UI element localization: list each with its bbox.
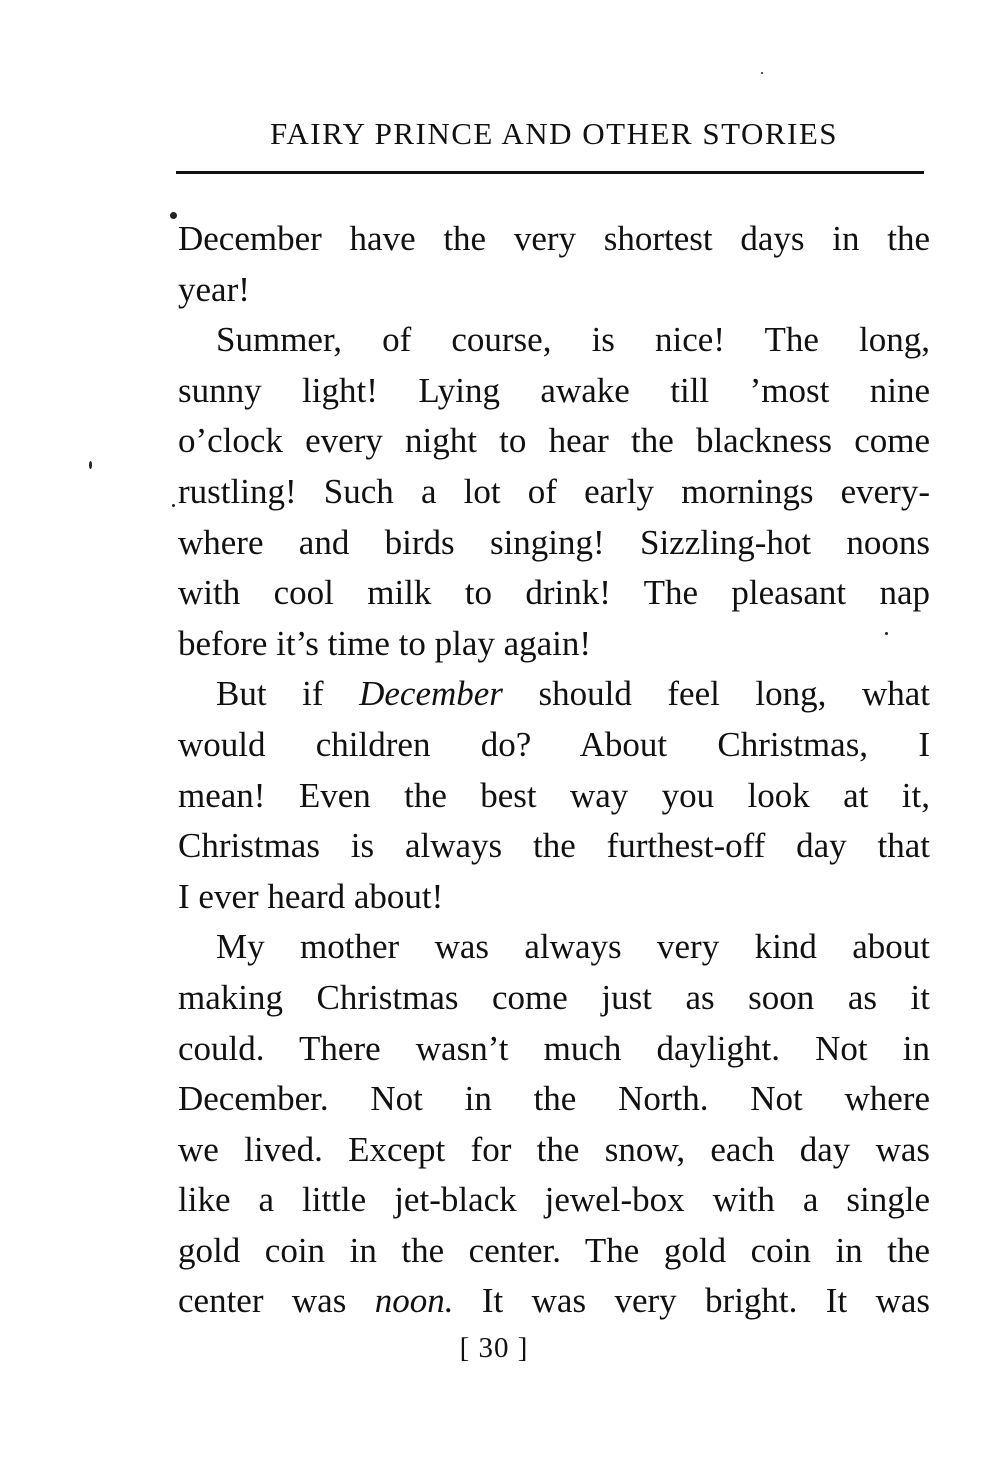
scan-speck (761, 72, 763, 74)
text-line: with cool milk to drink! The pleasant nap (178, 573, 930, 613)
text-line: Christmas is always the furthest-off day that (178, 826, 930, 866)
text-line: where and birds singing! Sizzling-hot noons (178, 522, 930, 562)
body-text (178, 214, 930, 1327)
text-line: December. Not in the North. Not where (178, 1079, 930, 1119)
scan-speck (89, 461, 92, 469)
header-rule (176, 171, 924, 174)
text-line: making Christmas come just as soon as it (178, 977, 930, 1017)
scan-speck (885, 632, 888, 635)
text-line: But if December should feel long, what (216, 674, 930, 714)
running-title: FAIRY PRINCE AND OTHER STORIES (269, 116, 839, 151)
text-line: year! (178, 269, 250, 309)
scan-speck (172, 504, 175, 507)
text-line: could. There wasn’t much daylight. Not in (178, 1028, 930, 1068)
text-line: o’clock every night to hear the blackness come (178, 421, 930, 461)
text-line: sunny light! Lying awake till ’most nine (178, 370, 930, 410)
text-line: mean! Even the best way you look at it, (178, 775, 930, 815)
text-line: like a little jet-black jewel-box with a single (178, 1180, 930, 1220)
text-line: we lived. Except for the snow, each day was (178, 1129, 930, 1169)
italic-word: December (359, 674, 503, 714)
text-line: center was noon. It was very bright. It was (178, 1281, 930, 1321)
text-line: I ever heard about! (178, 876, 444, 916)
text-line: before it’s time to play again! (178, 623, 592, 663)
scan-speck (170, 212, 177, 219)
page-number: [ 30 ] (459, 1332, 529, 1364)
text-line: would children do? About Christmas, I (178, 724, 930, 764)
text-line: Summer, of course, is nice! The long, (216, 320, 930, 360)
text-line: gold coin in the center. The gold coin in the (178, 1230, 930, 1270)
text-line: My mother was always very kind about (216, 927, 930, 967)
text-line: rustling! Such a lot of early mornings every- (178, 471, 930, 511)
italic-word: noon. (374, 1281, 454, 1321)
text-line: December have the very shortest days in the (178, 219, 930, 258)
